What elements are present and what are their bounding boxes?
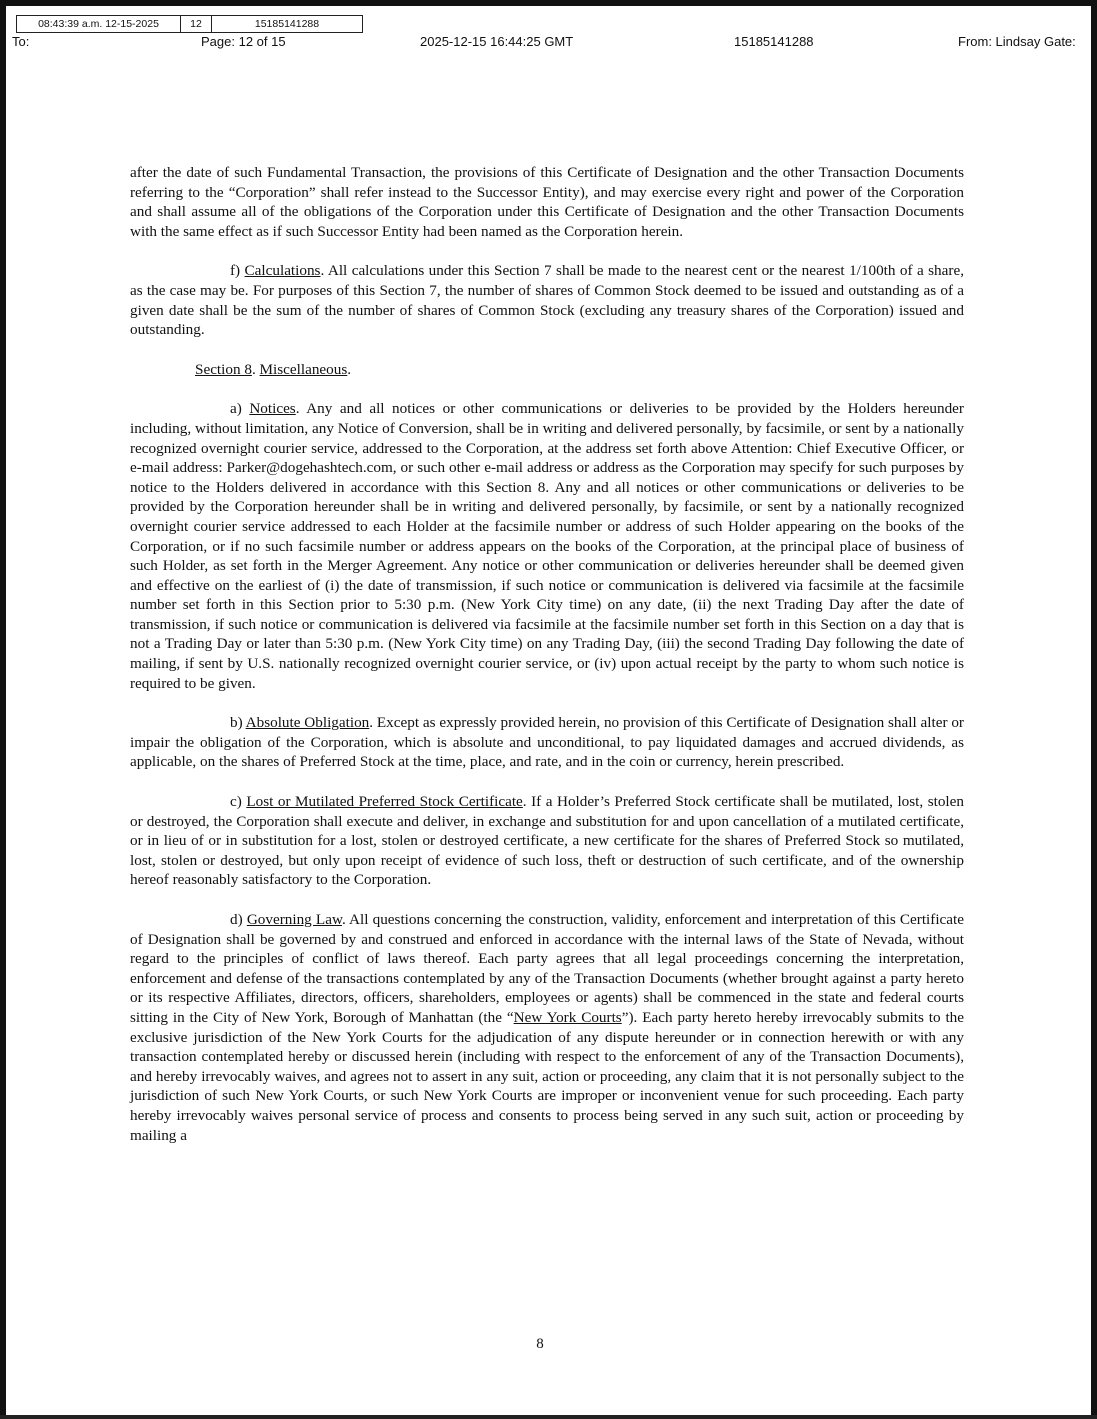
fax-stamp-timestamp: 08:43:39 a.m. 12-15-2025 (17, 16, 181, 32)
paragraph-b-absolute-obligation (130, 713, 964, 772)
fax-stamp (16, 15, 363, 33)
paragraph-f-calculations (130, 261, 964, 339)
scan-border-bottom (0, 1415, 1097, 1419)
fax-number: 15185141288 (734, 34, 814, 49)
clause-title: Calculations (244, 262, 321, 280)
fax-header (10, 34, 1097, 54)
clause-prefix: a) (230, 400, 250, 418)
clause-body-part1: . All questions concerning the construction, validity, enforcement and interpretation of this Certificate of Designation shall be governed by and construed and enforced in accordance with the internal laws of the State of Nevada, without regard to the principles of conflict of laws thereof. Each party agrees that all legal proceedings concerning the interpretation, enforcement and defense of the transactions contemplated by any of the Transaction Documents (whether brought against a party hereto or its respective Affiliates, directors, officers, shareholders, employees or agents) shall be commenced in the state and federal courts sitting in the City of New York, Borough of Manhattan (the “ (130, 911, 964, 1026)
section-title: Miscellaneous (259, 360, 348, 378)
fax-from: From: Lindsay Gate: (958, 34, 1076, 49)
clause-prefix: c) (230, 793, 247, 811)
paragraph-d-governing-law (130, 910, 964, 1145)
clause-body: . Any and all notices or other communications or deliveries to be provided by the Holders hereunder including, without limitation, any Notice of Conversion, shall be in writing and delivered personally, by facsimile, or sent by a nationally recognized overnight courier service, addressed to the Corporation, at the address set forth above Attention: Chief Executive Officer, or e-mail address: Parker@dogehashtech.com, or such other e-mail address or address as the Corporation may specify for such purposes by notice to the Holders delivered in accordance with this Section 8. Any and all notices or other communications or deliveries to be provided by the Corporation hereunder shall be in writing and delivered personally, by facsimile, or sent by a nationally recognized overnight courier service addressed to each Holder at the facsimile number or address of such Holder appearing on the books of the Corporation, or if no such facsimile number or address appears on the books of the Corporation, at the principal place of business of such Holder, as set forth in the Merger Agreement. Any notice or other communication or deliveries hereunder shall be deemed given and effective on the earliest of (i) the date of transmission, if such notice or communication is delivered via facsimile at the facsimile number set forth in this Section prior to 5:30 p.m. (New York City time) on any date, (ii) the next Trading Day after the date of transmission, if such notice or communication is delivered via facsimile at the facsimile number set forth in this Section on a day that is not a Trading Day or later than 5:30 p.m. (New York City time) on any Trading Day, (iii) the second Trading Day following the date of mailing, if sent by U.S. nationally recognized overnight courier service, or (iv) upon actual receipt by the party to whom such notice is required to be given. (130, 400, 964, 692)
clause-title: Absolute Obligation (245, 714, 370, 732)
clause-prefix: d) (230, 911, 247, 928)
paragraph-a-notices (130, 399, 964, 693)
clause-body: . If a Holder’s Preferred Stock certificate shall be mutilated, lost, stolen or destroyed, the Corporation shall execute and deliver, in exchange and substitution for and upon cancellation of a mutilated certificate, or in lieu of or in substitution for a lost, stolen or destroyed certificate, a new certificate for the shares of Preferred Stock so mutilated, lost, stolen or destroyed, but only upon receipt of evidence of such loss, theft or destruction of such certificate, and of the ownership hereof reasonably satisfactory to the Corporation. (130, 793, 964, 889)
clause-title: Lost or Mutilated Preferred Stock Certificate (246, 793, 523, 811)
defined-term: New York Courts (513, 1008, 622, 1026)
clause-title: Notices (249, 400, 296, 418)
clause-body: . Except as expressly provided herein, no provision of this Certificate of Designation shall alter or impair the obligation of the Corporation, which is absolute and unconditional, to pay liquidated damages and accrued dividends, as applicable, on the shares of Preferred Stock at the time, place, and rate, and in the coin or currency, herein prescribed. (130, 714, 964, 771)
paragraph-continuation: after the date of such Fundamental Transaction, the provisions of this Certificate of Designation and the other Transaction Documents referring to the “Corporation” shall refer instead to the Successor Entity), and may exercise every right and power of the Corporation and shall assume all of the obligations of the Corporation under this Certificate of Designation and the other Transaction Documents with the same effect as if such Successor Entity had been named as the Corporation herein. (130, 164, 964, 240)
document-body (130, 163, 964, 1165)
scan-border-left (0, 0, 6, 1419)
clause-body-part2: ”). Each party hereto hereby irrevocably submits to the exclusive jurisdiction of the New York Courts for the adjudication of any dispute hereunder or in connection herewith or with any transaction contemplated hereby or discussed herein (including with respect to the enforcement of any of the Transaction Documents), and hereby irrevocably waives, and agrees not to assert in any suit, action or proceeding, any claim that it is not personally subject to the jurisdiction of such New York Courts, or such New York Courts are improper or inconvenient venue for such proceeding. Each party hereby irrevocably waives personal service of process and consents to process being served in any such suit, action or proceeding by mailing a (130, 1008, 965, 1144)
clause-body: . All calculations under this Section 7 shall be made to the nearest cent or the nearest 1/100th of a share, as the case may be. For purposes of this Section 7, the number of shares of Common Stock deemed to be issued and outstanding as of a given date shall be the sum of the number of shares of Common Stock (excluding any treasury shares of the Corporation) issued and outstanding. (130, 262, 964, 339)
scan-border-top (0, 0, 1097, 6)
fax-page-count: Page: 12 of 15 (201, 34, 286, 49)
section-8-heading: Section 8. Miscellaneous. (195, 360, 352, 378)
scan-border-right (1091, 0, 1097, 1419)
section-number: Section 8 (195, 360, 252, 378)
fax-to: To: (12, 34, 30, 49)
clause-title: Governing Law (246, 911, 342, 928)
fax-datetime: 2025-12-15 16:44:25 GMT (420, 34, 574, 49)
fax-stamp-number: 15185141288 (254, 18, 320, 30)
clause-prefix: b) (230, 714, 246, 732)
paragraph-c-lost-certificate (130, 792, 964, 890)
fax-stamp-page: 12 (181, 16, 212, 32)
clause-prefix: f) (230, 262, 245, 280)
page-number: 8 (536, 1336, 544, 1352)
